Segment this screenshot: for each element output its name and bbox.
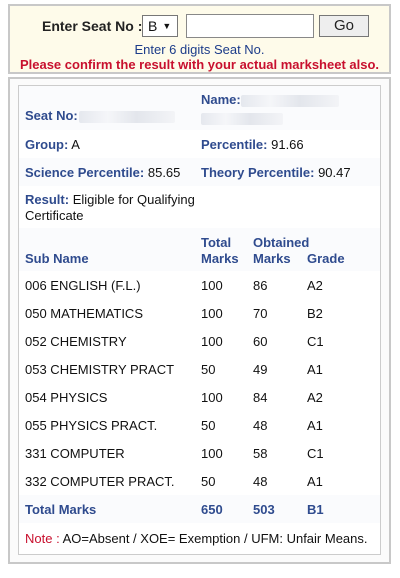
result-row <box>19 186 380 229</box>
obtained-marks: 48 <box>253 474 268 489</box>
grade: A1 <box>307 362 323 377</box>
seat-prefix-value: B <box>148 18 158 34</box>
table-row <box>19 299 380 328</box>
theory-percentile-value: 90.47 <box>318 165 351 180</box>
obtained-marks: 70 <box>253 306 268 321</box>
confirm-warning: Please confirm the result with your actual marksheet also. <box>19 57 380 72</box>
obtained-marks: 86 <box>253 278 268 293</box>
name-value-redacted <box>241 92 339 107</box>
total-marks-row <box>19 495 380 524</box>
col-grade: Grade <box>307 251 345 266</box>
note-text: AO=Absent / XOE= Exemption / UFM: Unfair Means. <box>62 531 368 546</box>
go-button[interactable]: Go <box>319 15 369 37</box>
seat-no-value-redacted <box>79 108 175 123</box>
subject-name: 053 CHEMISTRY PRACT <box>25 362 175 377</box>
result-value-line2: Certificate <box>25 208 84 223</box>
subject-name: 332 COMPUTER PRACT. <box>25 474 175 489</box>
seat-name-row <box>19 86 380 131</box>
grade: A1 <box>307 418 323 433</box>
result-table <box>18 85 381 555</box>
obtained-marks: 49 <box>253 362 268 377</box>
seat-hint: Enter 6 digits Seat No. <box>134 42 265 57</box>
group-percentile-row <box>19 130 380 159</box>
group-label: Group: <box>25 137 69 152</box>
science-percentile-field <box>25 165 180 180</box>
table-row <box>19 271 380 300</box>
grade: C1 <box>307 334 324 349</box>
grade: A2 <box>307 278 323 293</box>
grade: C1 <box>307 446 324 461</box>
obtained-marks: 60 <box>253 334 268 349</box>
table-row <box>19 439 380 468</box>
seat-no-label: Seat No: <box>25 108 78 123</box>
table-row <box>19 355 380 384</box>
total-marks: 50 <box>201 418 216 433</box>
total-marks: 100 <box>201 278 223 293</box>
result-value: Eligible for Qualifying <box>72 192 195 207</box>
seat-search-form <box>8 4 391 74</box>
result-label: Result: <box>25 192 70 207</box>
col-obtained-l2: Marks <box>253 251 291 266</box>
subject-name: 054 PHYSICS <box>25 390 108 405</box>
percentile-field <box>201 137 304 152</box>
total-marks: 100 <box>201 334 223 349</box>
total-marks-sum: 650 <box>201 502 223 517</box>
subject-name: 055 PHYSICS PRACT. <box>25 418 158 433</box>
total-marks: 100 <box>201 306 223 321</box>
total-marks-label: Total Marks <box>25 502 97 517</box>
theory-percentile-field <box>201 165 351 180</box>
result-field <box>25 192 195 207</box>
total-marks: 100 <box>201 390 223 405</box>
grade: A2 <box>307 390 323 405</box>
obtained-marks: 48 <box>253 418 268 433</box>
grade: B2 <box>307 306 323 321</box>
science-theory-row <box>19 158 380 187</box>
legend-note <box>25 531 368 546</box>
note-label: Note : <box>25 531 60 546</box>
subject-name: 052 CHEMISTRY <box>25 334 127 349</box>
subject-name: 006 ENGLISH (F.L.) <box>25 278 141 293</box>
obtained-marks: 84 <box>253 390 268 405</box>
col-obtained-l1: Obtained <box>253 235 310 250</box>
col-sub-name: Sub Name <box>25 251 89 266</box>
note-row <box>19 523 380 554</box>
grade: A1 <box>307 474 323 489</box>
chevron-down-icon: ▼ <box>162 21 172 31</box>
name-label: Name: <box>201 92 241 107</box>
name-value-redacted-line2 <box>201 110 283 125</box>
percentile-value: 91.66 <box>271 137 304 152</box>
col-total-l2: Marks <box>201 251 239 266</box>
group-value: A <box>71 137 80 152</box>
science-percentile-label: Science Percentile: <box>25 165 145 180</box>
seat-number-input[interactable] <box>186 14 314 38</box>
obtained-marks: 58 <box>253 446 268 461</box>
seat-number-label: Enter Seat No : <box>42 18 143 34</box>
table-row <box>19 327 380 356</box>
group-field <box>25 137 80 152</box>
seat-prefix-select[interactable] <box>142 15 178 37</box>
obtained-marks-sum: 503 <box>253 502 275 517</box>
subject-name: 050 MATHEMATICS <box>25 306 143 321</box>
theory-percentile-label: Theory Percentile: <box>201 165 315 180</box>
result-panel <box>8 77 391 564</box>
col-total-l1: Total <box>201 235 232 250</box>
subject-name: 331 COMPUTER <box>25 446 125 461</box>
overall-grade: B1 <box>307 502 324 517</box>
total-marks: 100 <box>201 446 223 461</box>
total-marks: 50 <box>201 474 216 489</box>
table-row <box>19 383 380 412</box>
table-row <box>19 411 380 440</box>
total-marks: 50 <box>201 362 216 377</box>
percentile-label: Percentile: <box>201 137 268 152</box>
marks-table-header <box>19 228 380 272</box>
table-row <box>19 467 380 496</box>
science-percentile-value: 85.65 <box>147 165 181 180</box>
